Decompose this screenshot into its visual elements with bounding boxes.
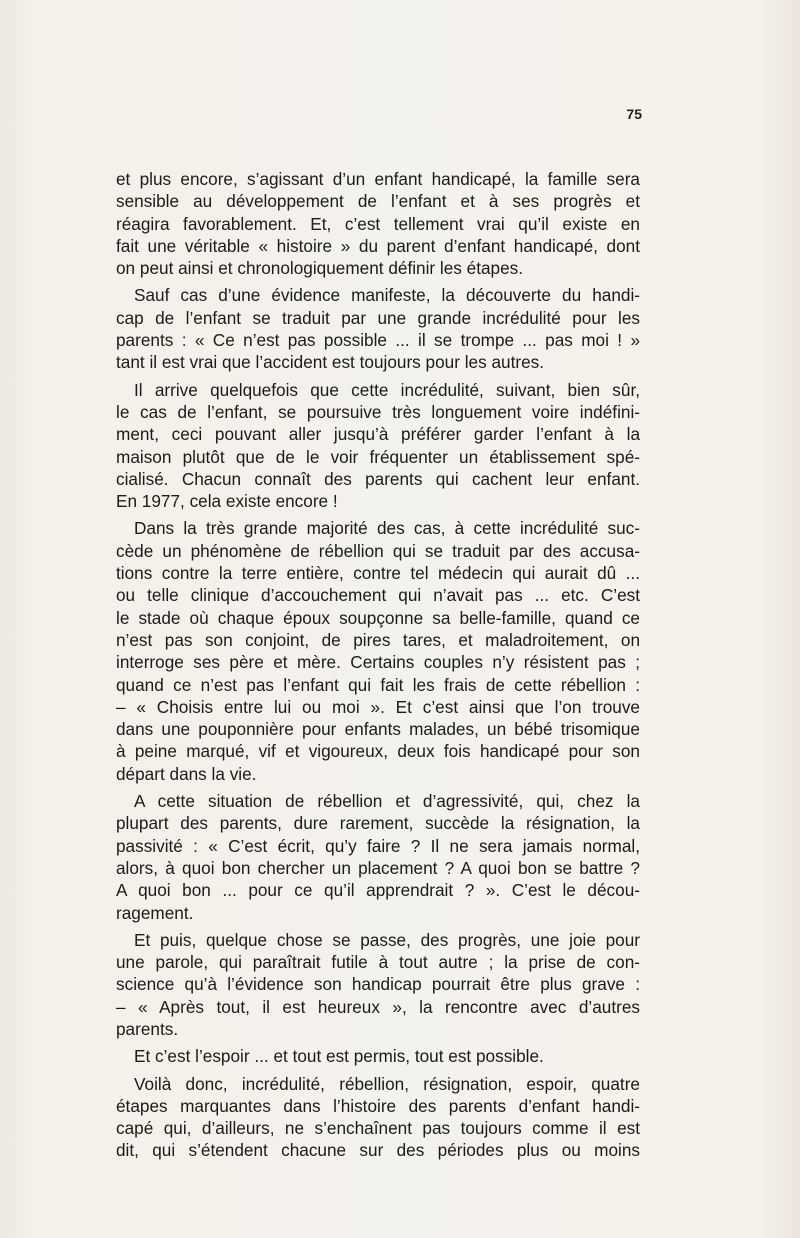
text-line: cap de l’enfant se traduit par une grande incrédulité pour les	[116, 307, 640, 328]
text-line: fait une véritable « histoire » du parent d’enfant handicapé, dont	[116, 235, 640, 256]
text-line: plupart des parents, dure rarement, succède la résignation, la	[116, 813, 640, 834]
paragraph	[116, 1045, 640, 1067]
text-line: cialisé. Chacun connaît des parents qui cachent leur enfant.	[116, 468, 640, 489]
text-line: à peine marqué, vif et vigoureux, deux fois handicapé pour son	[116, 741, 640, 762]
text-line: réagira favorablement. Et, c’est tellement vrai qu’il existe en	[116, 213, 640, 234]
body-text	[116, 168, 640, 1167]
text-line: ou telle clinique d’accouchement qui n’avait pas ... etc. C’est	[116, 585, 640, 606]
text-line: – « Après tout, il est heureux », la rencontre avec d’autres	[116, 996, 640, 1017]
text-line: parents.	[116, 1018, 179, 1039]
text-line: interroge ses père et mère. Certains couples n’y résistent pas ;	[116, 652, 640, 673]
text-line: on peut ainsi et chronologiquement définir les étapes.	[116, 258, 524, 279]
paragraph	[116, 929, 640, 1040]
text-line: une parole, qui paraîtrait futile à tout autre ; la prise de con-	[116, 952, 640, 973]
page-number: 75	[626, 106, 642, 122]
text-line: départ dans la vie.	[116, 763, 257, 784]
text-line: parents : « Ce n’est pas possible ... il se trompe ... pas moi ! »	[116, 330, 640, 351]
text-line: capé qui, d’ailleurs, ne s’enchaînent pas toujours comme il est	[116, 1118, 640, 1139]
text-line: maison plutôt que de le voir fréquenter un établissement spé-	[116, 446, 640, 467]
text-line: tions contre la terre entière, contre tel médecin qui aurait dû ...	[116, 563, 640, 584]
text-line: quand ce n’est pas l’enfant qui fait les frais de cette rébellion :	[116, 674, 640, 695]
text-line: Et c’est l’espoir ... et tout est permis, tout est possible.	[134, 1046, 544, 1067]
text-line: ment, ceci pouvant aller jusqu’à préférer garder l’enfant à la	[116, 424, 640, 445]
text-line: Sauf cas d’une évidence manifeste, la découverte du handi-	[134, 285, 640, 306]
text-line: tant il est vrai que l’accident est toujours pour les autres.	[116, 352, 545, 373]
text-line: Voilà donc, incrédulité, rébellion, résignation, espoir, quatre	[134, 1073, 640, 1094]
text-line: science qu’à l’évidence son handicap pourrait être plus grave :	[116, 974, 640, 995]
paragraph	[116, 790, 640, 924]
text-line: A quoi bon ... pour ce qu’il apprendrait ? ». C’est le décou-	[116, 880, 640, 901]
text-line: dans une pouponnière pour enfants malades, un bébé trisomique	[116, 719, 640, 740]
text-line: dit, qui s’étendent chacune sur des périodes plus ou moins	[116, 1140, 640, 1161]
text-line: le stade où chaque époux soupçonne sa belle-famille, quand ce	[116, 607, 640, 628]
text-line: Dans la très grande majorité des cas, à cette incrédulité suc-	[134, 518, 640, 539]
paragraph	[116, 379, 640, 513]
paragraph	[116, 517, 640, 785]
text-line: ragement.	[116, 902, 194, 923]
text-line: alors, à quoi bon chercher un placement ? A quoi bon se battre ?	[116, 857, 640, 878]
text-line: passivité : « C’est écrit, qu’y faire ? Il ne sera jamais normal,	[116, 835, 640, 856]
paragraph	[116, 1073, 640, 1162]
text-line: En 1977, cela existe encore !	[116, 491, 338, 512]
text-line: le cas de l’enfant, se poursuive très longuement voire indéfini-	[116, 401, 640, 422]
text-line: – « Choisis entre lui ou moi ». Et c’est ainsi que l’on trouve	[116, 696, 640, 717]
text-line: A cette situation de rébellion et d’agressivité, qui, chez la	[134, 791, 640, 812]
text-line: étapes marquantes dans l’histoire des parents d’enfant handi-	[116, 1095, 640, 1116]
text-line: sensible au développement de l’enfant et à ses progrès et	[116, 191, 640, 212]
text-line: n’est pas son conjoint, de pires tares, et maladroitement, on	[116, 629, 640, 650]
text-line: Et puis, quelque chose se passe, des progrès, une joie pour	[134, 929, 640, 950]
text-line: Il arrive quelquefois que cette incrédulité, suivant, bien sûr,	[134, 379, 640, 400]
paragraph	[116, 168, 640, 279]
text-line: cède un phénomène de rébellion qui se traduit par des accusa-	[116, 540, 640, 561]
text-line: et plus encore, s’agissant d’un enfant handicapé, la famille sera	[116, 169, 640, 189]
paragraph	[116, 284, 640, 373]
